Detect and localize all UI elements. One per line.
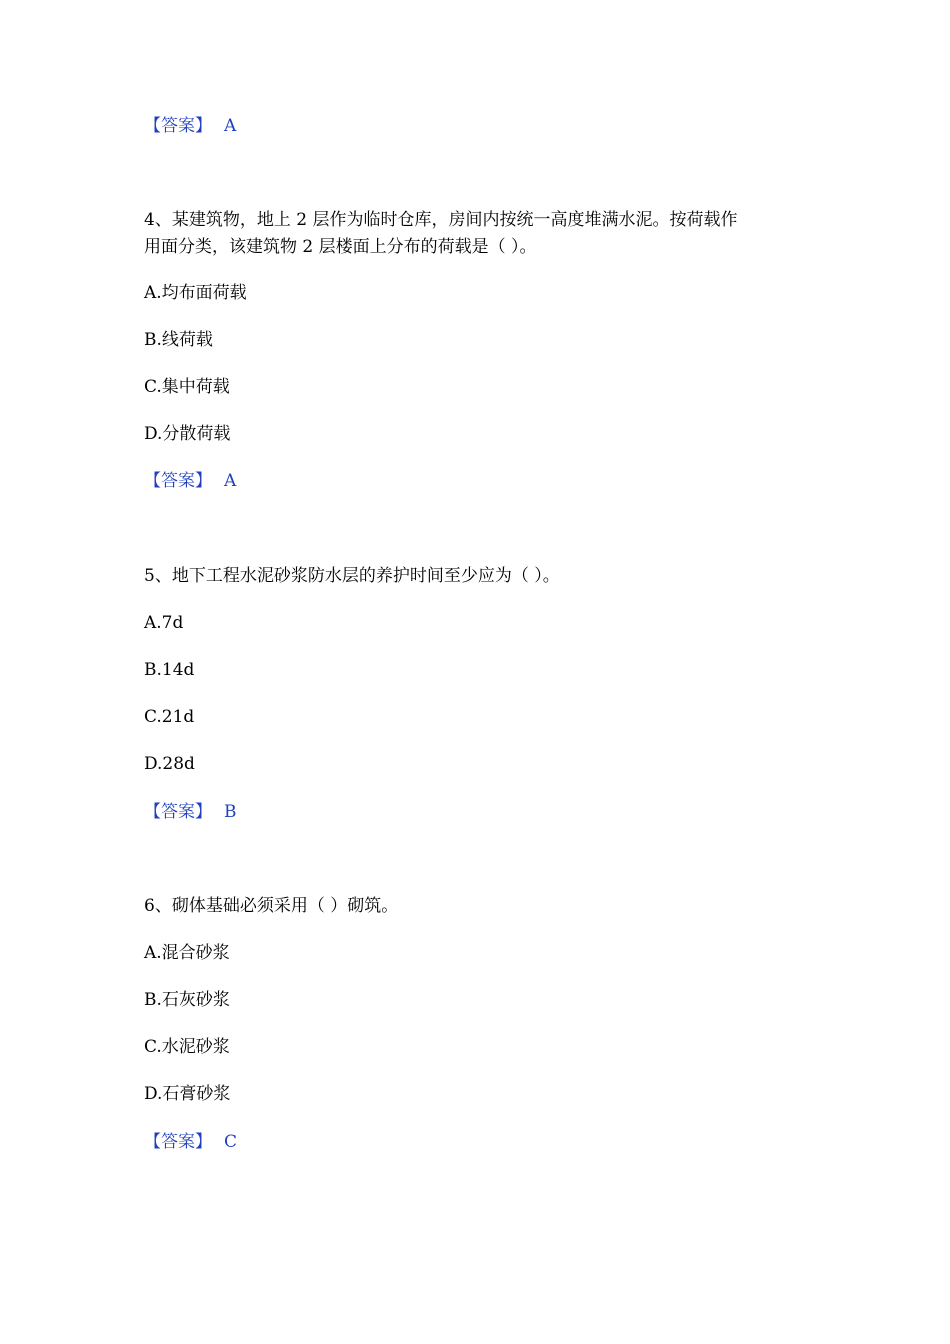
answer-label: 【答案】 [144,1132,212,1152]
answer-value: B [224,802,237,822]
question-4-stem-line-1: 4、某建筑物，地上 2 层作为临时仓库，房间内按统一高度堆满水泥。按荷载作 [144,210,738,230]
question-5-option-b: B.14d [144,660,195,680]
question-5-option-d: D.28d [144,754,195,774]
answer-value: C [224,1132,238,1152]
question-4-answer [144,470,236,492]
question-6-stem-line-1: 6、砌体基础必须采用（ ）砌筑。 [144,896,399,916]
question-5-answer [144,801,237,823]
question-4-option-b: B.线荷载 [144,330,213,350]
answer-value: A [224,116,237,136]
question-4-stem-line-2: 用面分类，该建筑物 2 层楼面上分布的荷载是（ ）。 [144,237,537,257]
question-6-option-d: D.石膏砂浆 [144,1084,231,1104]
prev-answer-line [144,115,236,137]
answer-value: A [224,471,237,491]
question-6-option-b: B.石灰砂浆 [144,990,230,1010]
question-5-option-c: C.21d [144,707,195,727]
question-6-option-c: C.水泥砂浆 [144,1037,230,1057]
question-5-option-a: A.7d [144,613,184,633]
question-6-answer [144,1131,237,1153]
question-5-stem-line-1: 5、地下工程水泥砂浆防水层的养护时间至少应为（ ）。 [144,566,560,586]
answer-label: 【答案】 [144,802,212,822]
question-4-option-a: A.均布面荷载 [144,283,247,303]
question-4-option-c: C.集中荷载 [144,377,230,397]
question-6-option-a: A.混合砂浆 [144,943,230,963]
question-4-option-d: D.分散荷载 [144,424,231,444]
answer-label: 【答案】 [144,471,212,491]
answer-label: 【答案】 [144,116,212,136]
